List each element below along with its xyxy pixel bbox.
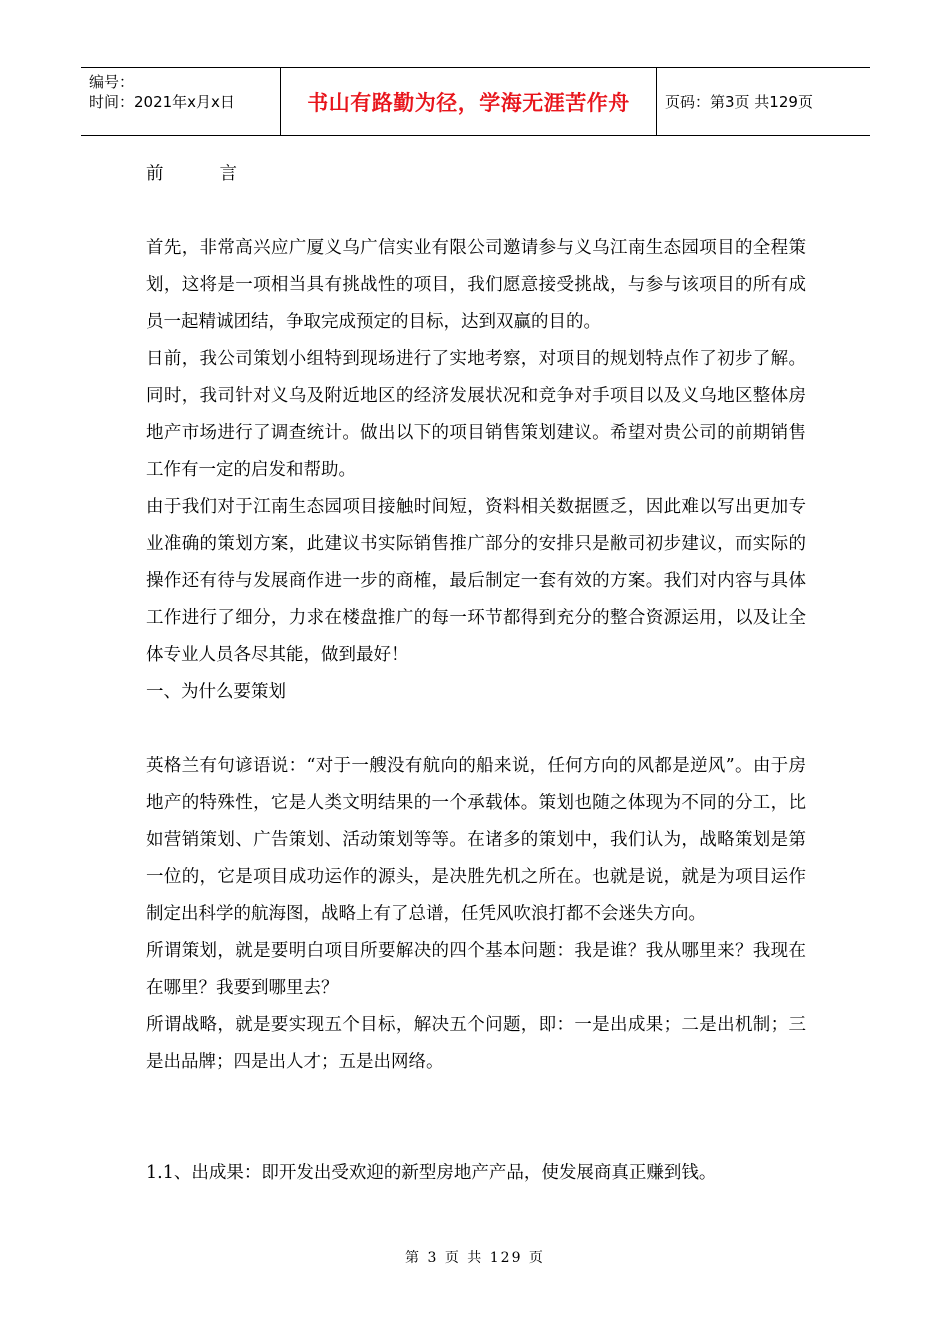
header-motto: 书山有路勤为径，学海无涯苦作舟	[281, 68, 657, 135]
header-meta-cell	[81, 68, 281, 135]
document-title: 前言	[146, 164, 293, 184]
paragraph: 所谓策划，就是要明白项目所要解决的四个基本问题：我是谁？我从哪里来？我现在在哪里？我要到哪里去？	[146, 941, 806, 998]
document-body	[146, 156, 806, 1192]
paragraph: 所谓战略，就是要实现五个目标，解决五个问题，即：一是出成果；二是出机制；三是出品牌；四是出人才；五是出网络。	[146, 1015, 806, 1072]
section-heading: 一、为什么要策划	[146, 682, 286, 702]
paragraph: 首先，非常高兴应广厦义乌广信实业有限公司邀请参与义乌江南生态园项目的全程策划，这将是一项相当具有挑战性的项目，我们愿意接受挑战，与参与该项目的所有成员一起精诚团结，争取完成预定的目标，达到双赢的目的。	[146, 238, 806, 332]
page-footer: 第 3 页 共 129 页	[405, 1250, 545, 1266]
document-header	[81, 67, 870, 136]
paragraph: 日前，我公司策划小组特到现场进行了实地考察，对项目的规划特点作了初步了解。同时，我司针对义乌及附近地区的经济发展状况和竞争对手项目以及义乌地区整体房地产市场进行了调查统计。做出以下的项目销售策划建议。希望对贵公司的前期销售工作有一定的启发和帮助。	[146, 349, 806, 480]
paragraph: 英格兰有句谚语说：“对于一艘没有航向的船来说，任何方向的风都是逆风”。由于房地产的特殊性，它是人类文明结果的一个承载体。策划也随之体现为不同的分工，比如营销策划、广告策划、活动策划等等。在诸多的策划中，我们认为，战略策划是第一位的，它是项目成功运作的源头，是决胜先机之所在。也就是说，就是为项目运作制定出科学的航海图，战略上有了总谱，任凭风吹浪打都不会迷失方向。	[146, 756, 806, 924]
subsection-heading: 1.1、出成果：即开发出受欢迎的新型房地产产品，使发展商真正赚到钱。	[146, 1163, 717, 1183]
header-page-info: 页码：第3页 共129页	[665, 93, 813, 111]
number-label: 编号：	[89, 73, 135, 91]
time-label: 时间：2021年x月x日	[89, 93, 235, 111]
paragraph: 由于我们对于江南生态园项目接触时间短，资料相关数据匮乏，因此难以写出更加专业准确的策划方案，此建议书实际销售推广部分的安排只是敝司初步建议，而实际的操作还有待与发展商作进一步的商榷，最后制定一套有效的方案。我们对内容与具体工作进行了细分，力求在楼盘推广的每一环节都得到充分的整合资源运用，以及让全体专业人员各尽其能，做到最好！	[146, 497, 806, 665]
